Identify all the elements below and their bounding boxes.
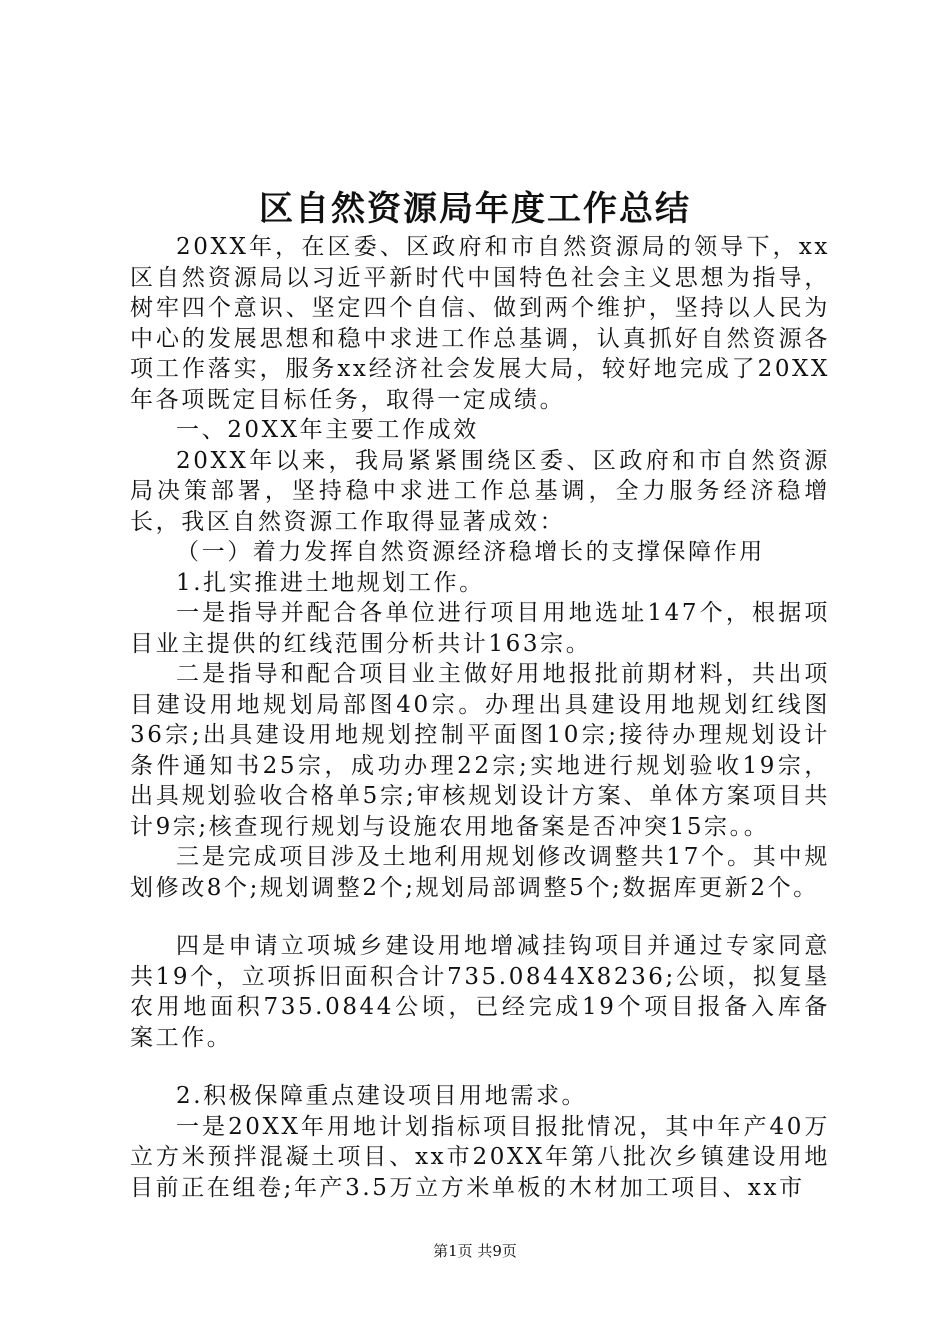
paragraph-point-5: 一是20XX年用地计划指标项目报批情况，其中年产40万立方米预拌混凝土项目、xx市20XX年第八批次乡镇建设用地目前正在组卷;年产3.5万立方米单板的木材加工项目、xx市 <box>130 1113 830 1201</box>
document-title: 区自然资源局年度工作总结 <box>259 189 691 229</box>
item-heading-2: 2.积极保障重点建设项目用地需求。 <box>176 1083 588 1109</box>
paragraph-point-2: 二是指导和配合项目业主做好用地报批前期材料，共出项目建设用地规划局部图40宗。办理出具建设用地规划红线图36宗;出具建设用地规划控制平面图10宗;接待办理规划设计条件通知书25宗，成功办理22宗;实地进行规划验收19宗，出具规划验收合格单5宗;审核规划设计方案、单体方案项目共计9宗;核查现行规划与设施农用地备案是否冲突15宗。。 <box>130 661 830 840</box>
paragraph-point-3: 三是完成项目涉及土地利用规划修改调整共17个。其中规划修改8个;规划调整2个;规划局部调整5个;数据库更新2个。 <box>130 844 830 901</box>
paragraph-point-4: 四是申请立项城乡建设用地增减挂钩项目并通过专家同意共19个，立项拆旧面积合计735.0844X8236;公顷，拟复垦农用地面积735.0844公顷，已经完成19个项目报备入库备案工作。 <box>130 933 830 1051</box>
page-footer: 第1页 共9页 <box>433 1242 517 1260</box>
item-heading-1: 1.扎实推进土地规划工作。 <box>176 569 485 596</box>
section-heading-1: 一、20XX年主要工作成效 <box>176 417 479 443</box>
document-body <box>130 232 830 1203</box>
paragraph-overview: 20XX年以来，我局紧紧围绕区委、区政府和市自然资源局决策部署，坚持稳中求进工作总基调，全力服务经济稳增长，我区自然资源工作取得显著成效： <box>130 447 830 535</box>
paragraph-intro: 20XX年，在区委、区政府和市自然资源局的领导下，xx区自然资源局以习近平新时代中国特色社会主义思想为指导，树牢四个意识、坚定四个自信、做到两个维护，坚持以人民为中心的发展思想和稳中求进工作总基调，认真抓好自然资源各项工作落实，服务xx经济社会发展大局，较好地完成了20XX年各项既定目标任务，取得一定成绩。 <box>130 234 830 413</box>
subsection-heading-1: （一）着力发挥自然资源经济稳增长的支撑保障作用 <box>176 539 765 565</box>
paragraph-point-1: 一是指导并配合各单位进行项目用地选址147个，根据项目业主提供的红线范围分析共计163宗。 <box>130 600 830 657</box>
